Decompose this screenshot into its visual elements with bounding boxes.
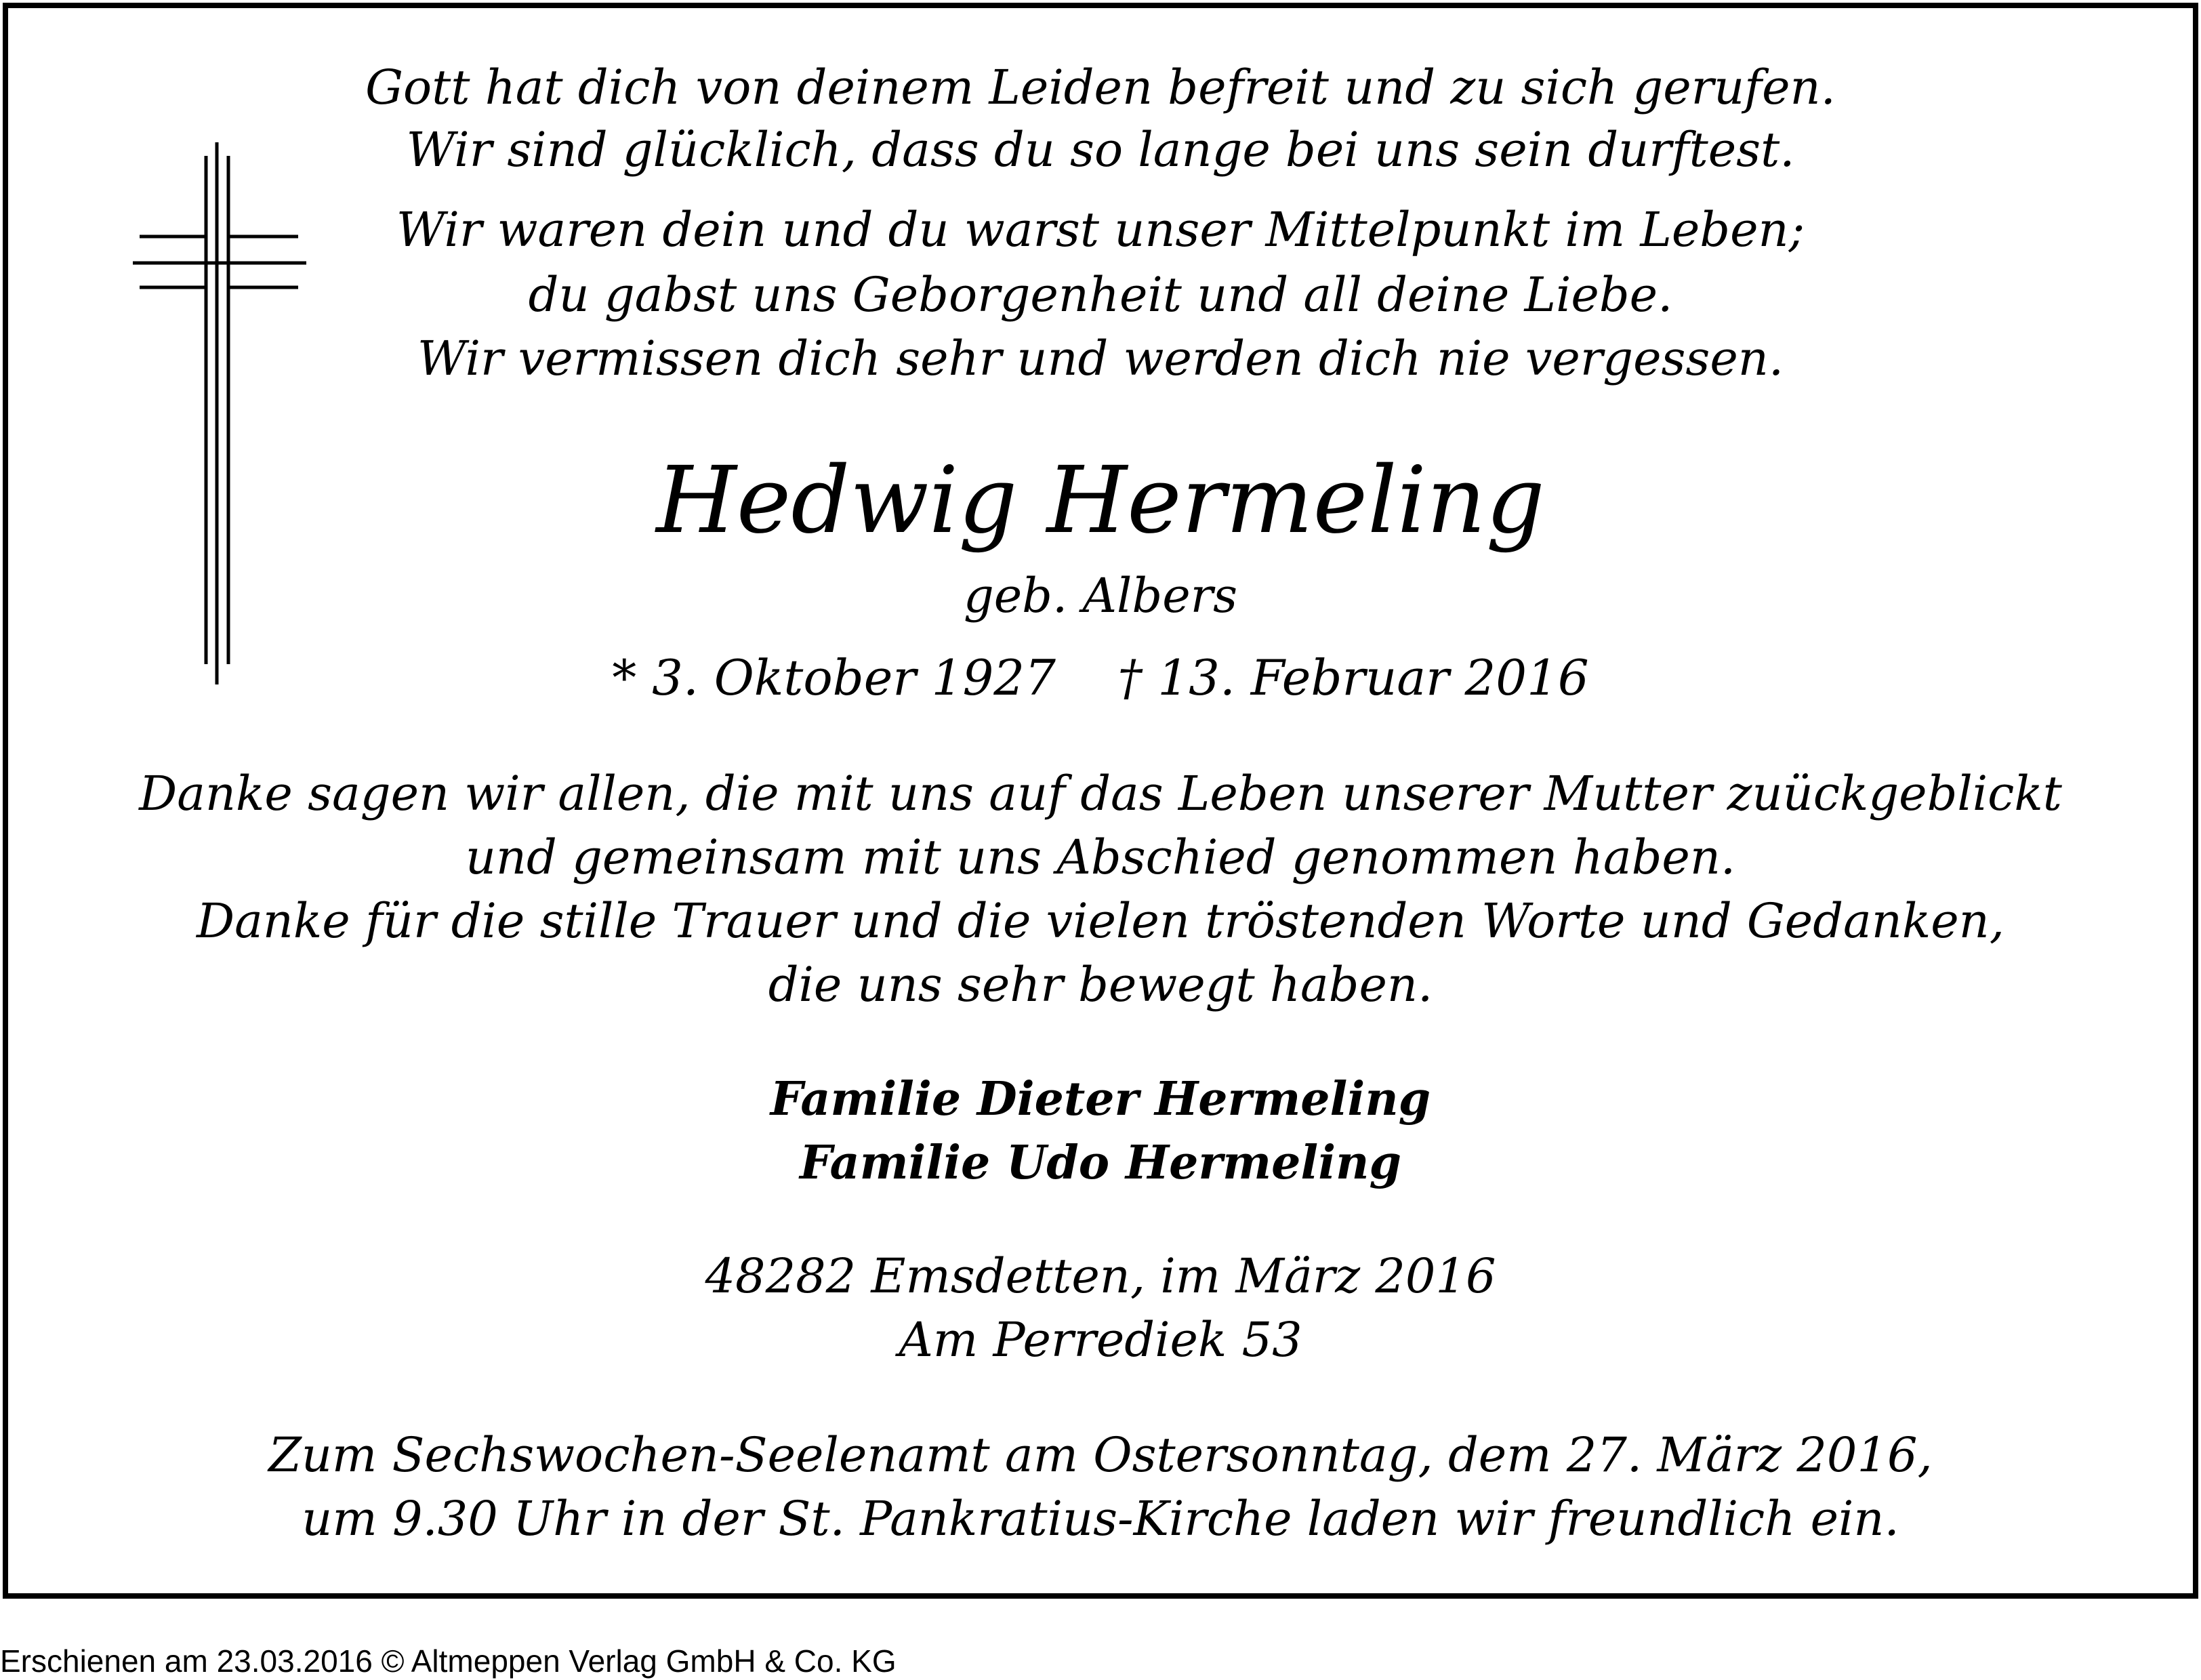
verse-line: Wir waren dein und du warst unser Mittelpunkt im Leben; [396,202,1805,258]
publication-footer: Erschienen am 23.03.2016 © Altmeppen Verlag GmbH & Co. KG [0,1643,897,1679]
deceased-name: Hedwig Hermeling [656,447,1545,554]
family-name: Familie Udo Hermeling [799,1136,1402,1190]
life-dates: * 3. Oktober 1927 † 13. Februar 2016 [612,649,1589,706]
thanks-line: Danke für die stille Trauer und die vielen tröstenden Worte und Gedanken, [196,893,2005,949]
verse-line: Wir sind glücklich, dass du so lange bei uns sein durftest. [406,122,1795,178]
verse-line: Gott hat dich von deinem Leiden befreit und zu sich gerufen. [365,60,1836,115]
street-address: Am Perrediek 53 [899,1312,1302,1368]
service-line: Zum Sechswochen-Seelenamt am Ostersonntag, dem 27. März 2016, [268,1427,1933,1483]
family-name: Familie Dieter Hermeling [770,1072,1431,1126]
thanks-line: Danke sagen wir allen, die mit uns auf das Leben unserer Mutter zuückgeblickt [139,766,2062,821]
thanks-line: die uns sehr bewegt haben. [768,957,1433,1012]
verse-line: du gabst uns Geborgenheit und all deine Liebe. [528,267,1673,323]
service-line: um 9.30 Uhr in der St. Pankratius-Kirche laden wir freundlich ein. [302,1491,1899,1546]
maiden-name: geb. Albers [963,568,1238,623]
place-date: 48282 Emsdetten, im März 2016 [705,1248,1496,1304]
thanks-line: und gemeinsam mit uns Abschied genommen haben. [465,829,1736,885]
verse-line: Wir vermissen dich sehr und werden dich nie vergessen. [417,331,1784,386]
